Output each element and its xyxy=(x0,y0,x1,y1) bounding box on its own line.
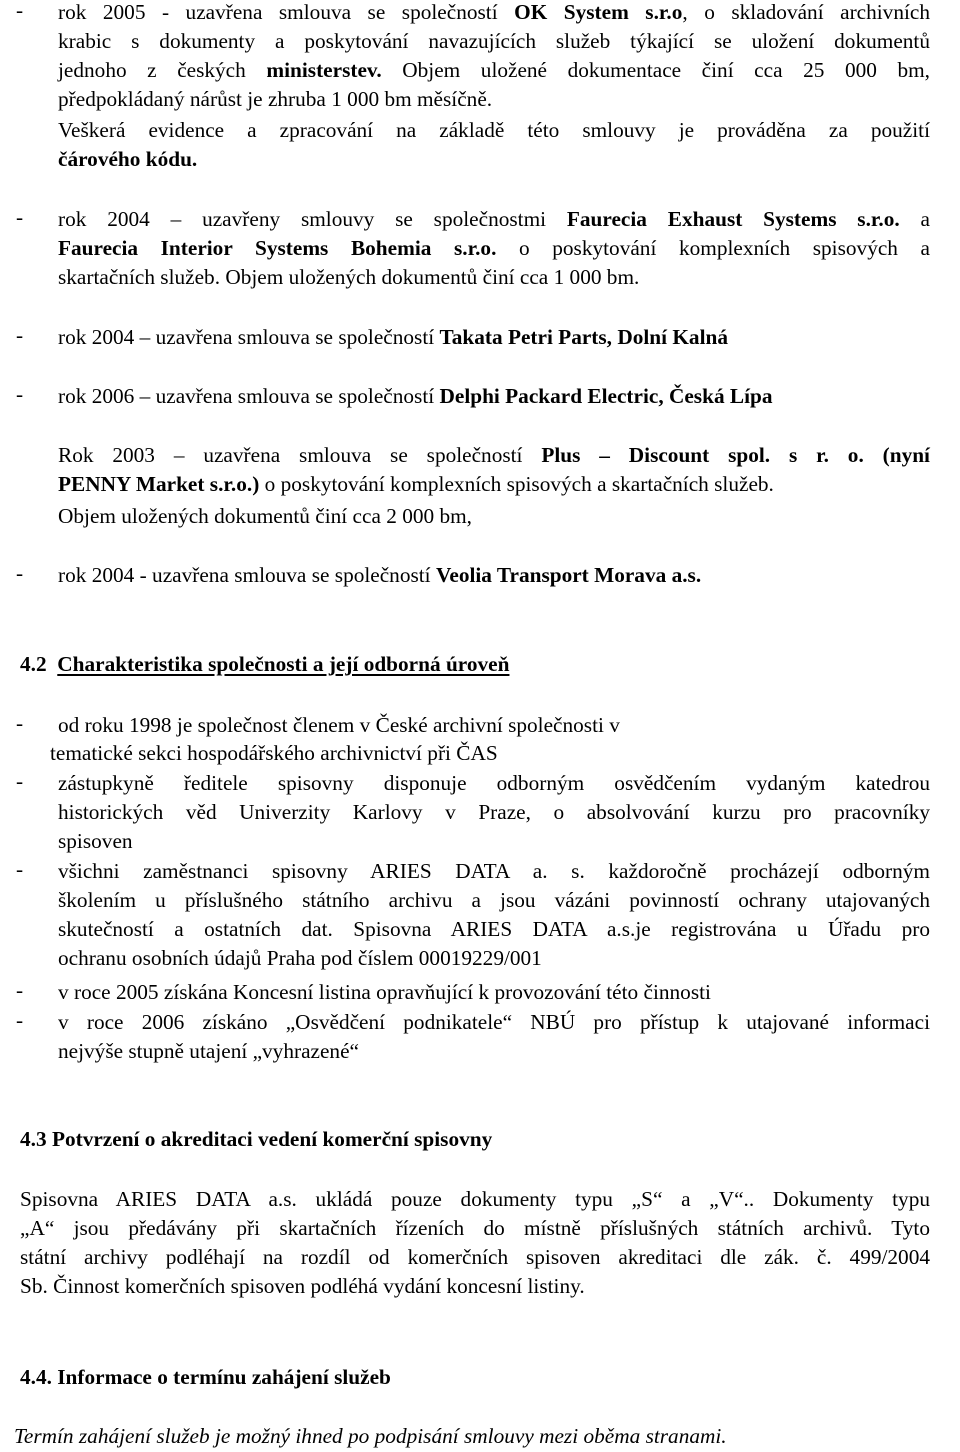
s44-note: Termín zahájení služeb je možný ihned po podpisání smlouvy mezi oběma stranami. xyxy=(14,1424,727,1448)
bullet-dash: - xyxy=(16,857,24,881)
faurecia-line-2: Faurecia Interior Systems Bohemia s.r.o. o poskytování komplexních spisových a xyxy=(58,236,930,260)
s43-line-3: státní archivy podléhají na rozdíl od komerčních spisoven akreditaci dle zák. č. 499/2004 xyxy=(20,1245,930,1269)
bullet-dash: - xyxy=(16,1008,24,1032)
s43-line-1: Spisovna ARIES DATA a.s. ukládá pouze dokumenty typu „S“ a „V“.. Dokumenty typu xyxy=(20,1187,930,1211)
s42-bullet-3-line-2: školením u příslušného státního archivu a jsou vázáni povinností ochrany utajovaných xyxy=(58,888,930,912)
s43-line-2: „A“ jsou předávány při skartačních řízeních do místně příslušných státních archivů. Tyto xyxy=(20,1216,930,1240)
s42-bullet-3-line-3: skutečností a ostatních dat. Spisovna ARIES DATA a.s.je registrována u Úřadu pro xyxy=(58,917,930,941)
s42-bullet-3-line-4: ochranu osobních údajů Praha pod číslem 00019229/001 xyxy=(58,946,542,970)
s43-line-4: Sb. Činnost komerčních spisoven podléhá vydání koncesní listiny. xyxy=(20,1274,585,1298)
s42-bullet-5-line-2: nejvýše stupně utajení „vyhrazené“ xyxy=(58,1039,359,1063)
ok-system-line-4: předpokládaný nárůst je zhruba 1 000 bm měsíčně. xyxy=(58,87,493,111)
plus-line-2: PENNY Market s.r.o.) o poskytování komplexních spisových a skartačních služeb. xyxy=(58,472,774,496)
delphi-line: rok 2006 – uzavřena smlouva se společností Delphi Packard Electric, Česká Lípa xyxy=(58,384,773,408)
faurecia-line-3: skartačních služeb. Objem uložených dokumentů činí cca 1 000 bm. xyxy=(58,265,640,289)
plus-line-1: Rok 2003 – uzavřena smlouva se společností Plus – Discount spol. s r. o. (nyní xyxy=(58,443,930,467)
bullet-dash: - xyxy=(16,382,24,406)
veolia-line: rok 2004 - uzavřena smlouva se společností Veolia Transport Morava a.s. xyxy=(58,563,702,587)
ok-system-line-6: čárového kódu. xyxy=(58,147,198,171)
bullet-dash: - xyxy=(16,978,24,1002)
s42-bullet-1-line-1: od roku 1998 je společnost členem v České archivní společnosti v xyxy=(58,713,620,737)
s42-bullet-2-line-1: zástupkyně ředitele spisovny disponuje odborným osvědčením vydaným katedrou xyxy=(58,771,930,795)
plus-line-3: Objem uložených dokumentů činí cca 2 000 bm, xyxy=(58,504,472,528)
ok-system-line-2: krabic s dokumenty a poskytování navazujících služeb týkající se uložení dokumentů xyxy=(58,29,930,53)
s42-bullet-5-line-1: v roce 2006 získáno „Osvědčení podnikatele“ NBÚ pro přístup k utajované informaci xyxy=(58,1010,930,1034)
s42-bullet-4-line-1: v roce 2005 získána Koncesní listina opravňující k provozování této činnosti xyxy=(58,980,711,1004)
section-4-3-heading: 4.3 Potvrzení o akreditaci vedení komerční spisovny xyxy=(20,1127,493,1151)
section-4-2-heading: 4.2 Charakteristika společnosti a její odborná úroveň xyxy=(20,652,510,676)
bullet-dash: - xyxy=(16,769,24,793)
bullet-dash: - xyxy=(16,711,24,735)
s42-bullet-2-line-3: spisoven xyxy=(58,829,133,853)
s42-bullet-3-line-1: všichni zaměstnanci spisovny ARIES DATA a. s. každoročně procházejí odborným xyxy=(58,859,930,883)
s42-bullet-2-line-2: historických věd Univerzity Karlovy v Praze, o absolvování kurzu pro pracovníky xyxy=(58,800,930,824)
section-4-4-heading: 4.4. Informace o termínu zahájení služeb xyxy=(20,1365,391,1389)
ok-system-line-3: jednoho z českých ministerstev. Objem uložené dokumentace činí cca 25 000 bm, xyxy=(58,58,930,82)
takata-line: rok 2004 – uzavřena smlouva se společností Takata Petri Parts, Dolní Kalná xyxy=(58,325,728,349)
bullet-dash: - xyxy=(16,205,24,229)
bullet-dash: - xyxy=(16,0,24,22)
bullet-dash: - xyxy=(16,561,24,585)
s42-bullet-1-line-2: tematické sekci hospodářského archivnictví při ČAS xyxy=(50,741,498,765)
ok-system-line-1: rok 2005 - uzavřena smlouva se společností OK System s.r.o, o skladování archivních xyxy=(58,0,930,24)
ok-system-line-5: Veškerá evidence a zpracování na základě této smlouvy je prováděna za použití xyxy=(58,118,930,142)
faurecia-line-1: rok 2004 – uzavřeny smlouvy se společnostmi Faurecia Exhaust Systems s.r.o. a xyxy=(58,207,930,231)
bullet-dash: - xyxy=(16,323,24,347)
